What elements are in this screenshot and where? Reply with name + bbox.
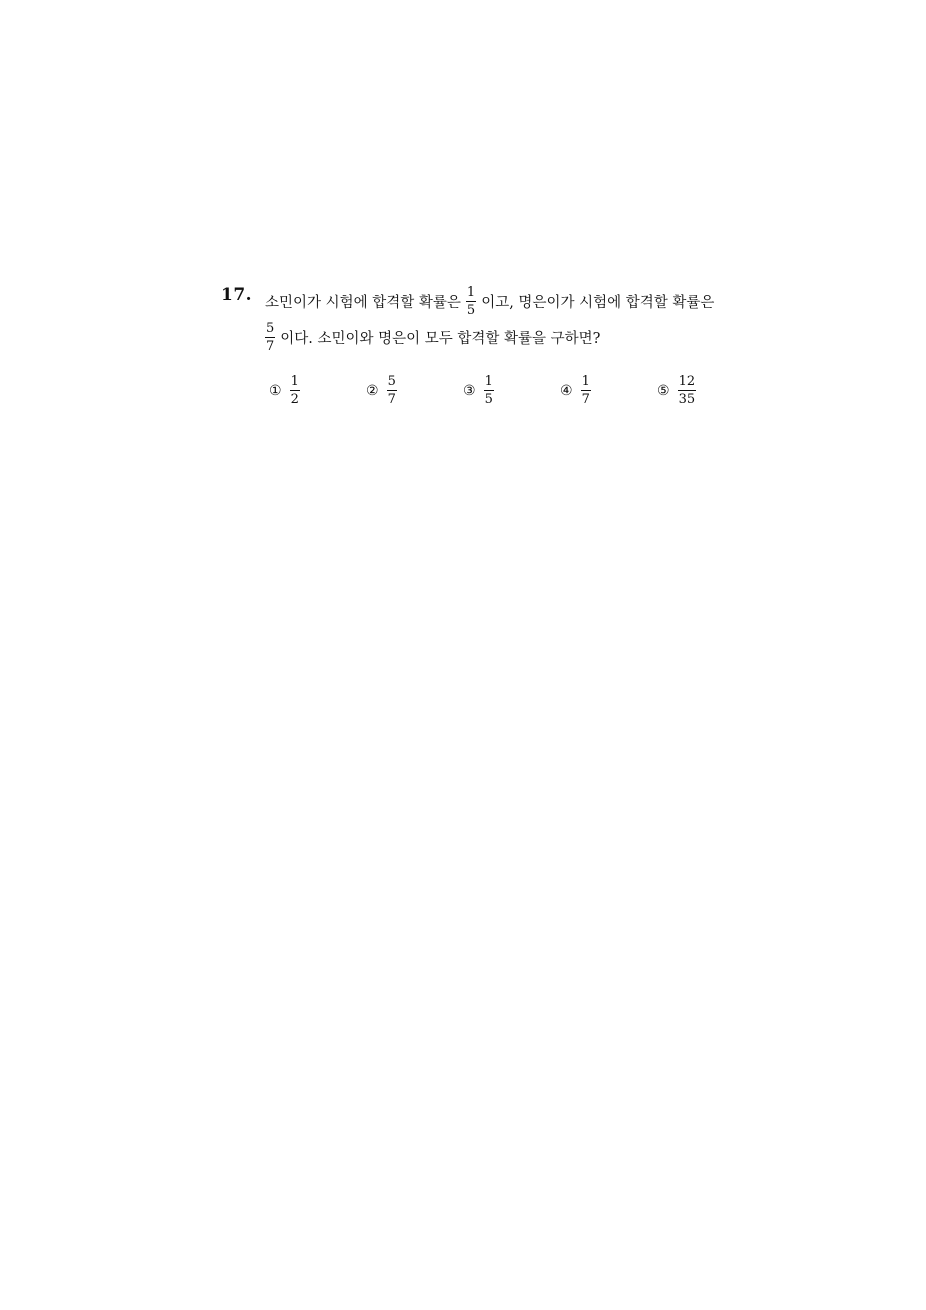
choice-marker: ② <box>366 382 379 399</box>
fraction-denominator: 5 <box>466 302 476 318</box>
choice-1[interactable] <box>269 375 366 406</box>
fraction <box>466 286 476 317</box>
choice-5[interactable] <box>657 375 754 406</box>
choice-2[interactable] <box>366 375 463 406</box>
fraction-denominator: 35 <box>678 392 696 407</box>
question-text-part: 이고, 명은이가 시험에 합격할 확률은 <box>481 294 715 311</box>
fraction-denominator: 5 <box>484 392 493 407</box>
fraction-numerator: 5 <box>266 320 275 336</box>
fraction <box>678 375 697 406</box>
fraction-numerator: 1 <box>484 374 493 389</box>
fraction-denominator: 7 <box>581 392 590 407</box>
answer-choices <box>269 375 755 406</box>
fraction-numerator: 12 <box>678 374 696 389</box>
fraction-numerator: 1 <box>581 374 590 389</box>
choice-marker: ① <box>269 382 282 399</box>
choice-3[interactable] <box>463 375 560 406</box>
choice-4[interactable] <box>560 375 657 406</box>
choice-marker: ③ <box>463 382 476 399</box>
fraction-denominator: 2 <box>290 392 299 407</box>
fraction-denominator: 7 <box>387 392 396 407</box>
question-body <box>265 283 755 406</box>
fraction <box>290 375 300 406</box>
fraction-numerator: 1 <box>290 374 299 389</box>
fraction-numerator: 1 <box>466 284 476 300</box>
choice-marker: ④ <box>560 382 573 399</box>
fraction <box>581 375 591 406</box>
question-line-1 <box>265 283 755 319</box>
fraction <box>484 375 494 406</box>
fraction-denominator: 7 <box>266 338 275 354</box>
choice-marker: ⑤ <box>657 382 670 399</box>
question-line-2 <box>265 319 755 355</box>
question-number: 17. <box>221 285 253 305</box>
fraction <box>265 322 275 353</box>
fraction <box>387 375 397 406</box>
fraction-numerator: 5 <box>387 374 396 389</box>
question-text-part: 소민이가 시험에 합격할 확률은 <box>265 294 461 311</box>
question-text-part: 이다. 소민이와 명은이 모두 합격할 확률을 구하면? <box>280 330 601 347</box>
